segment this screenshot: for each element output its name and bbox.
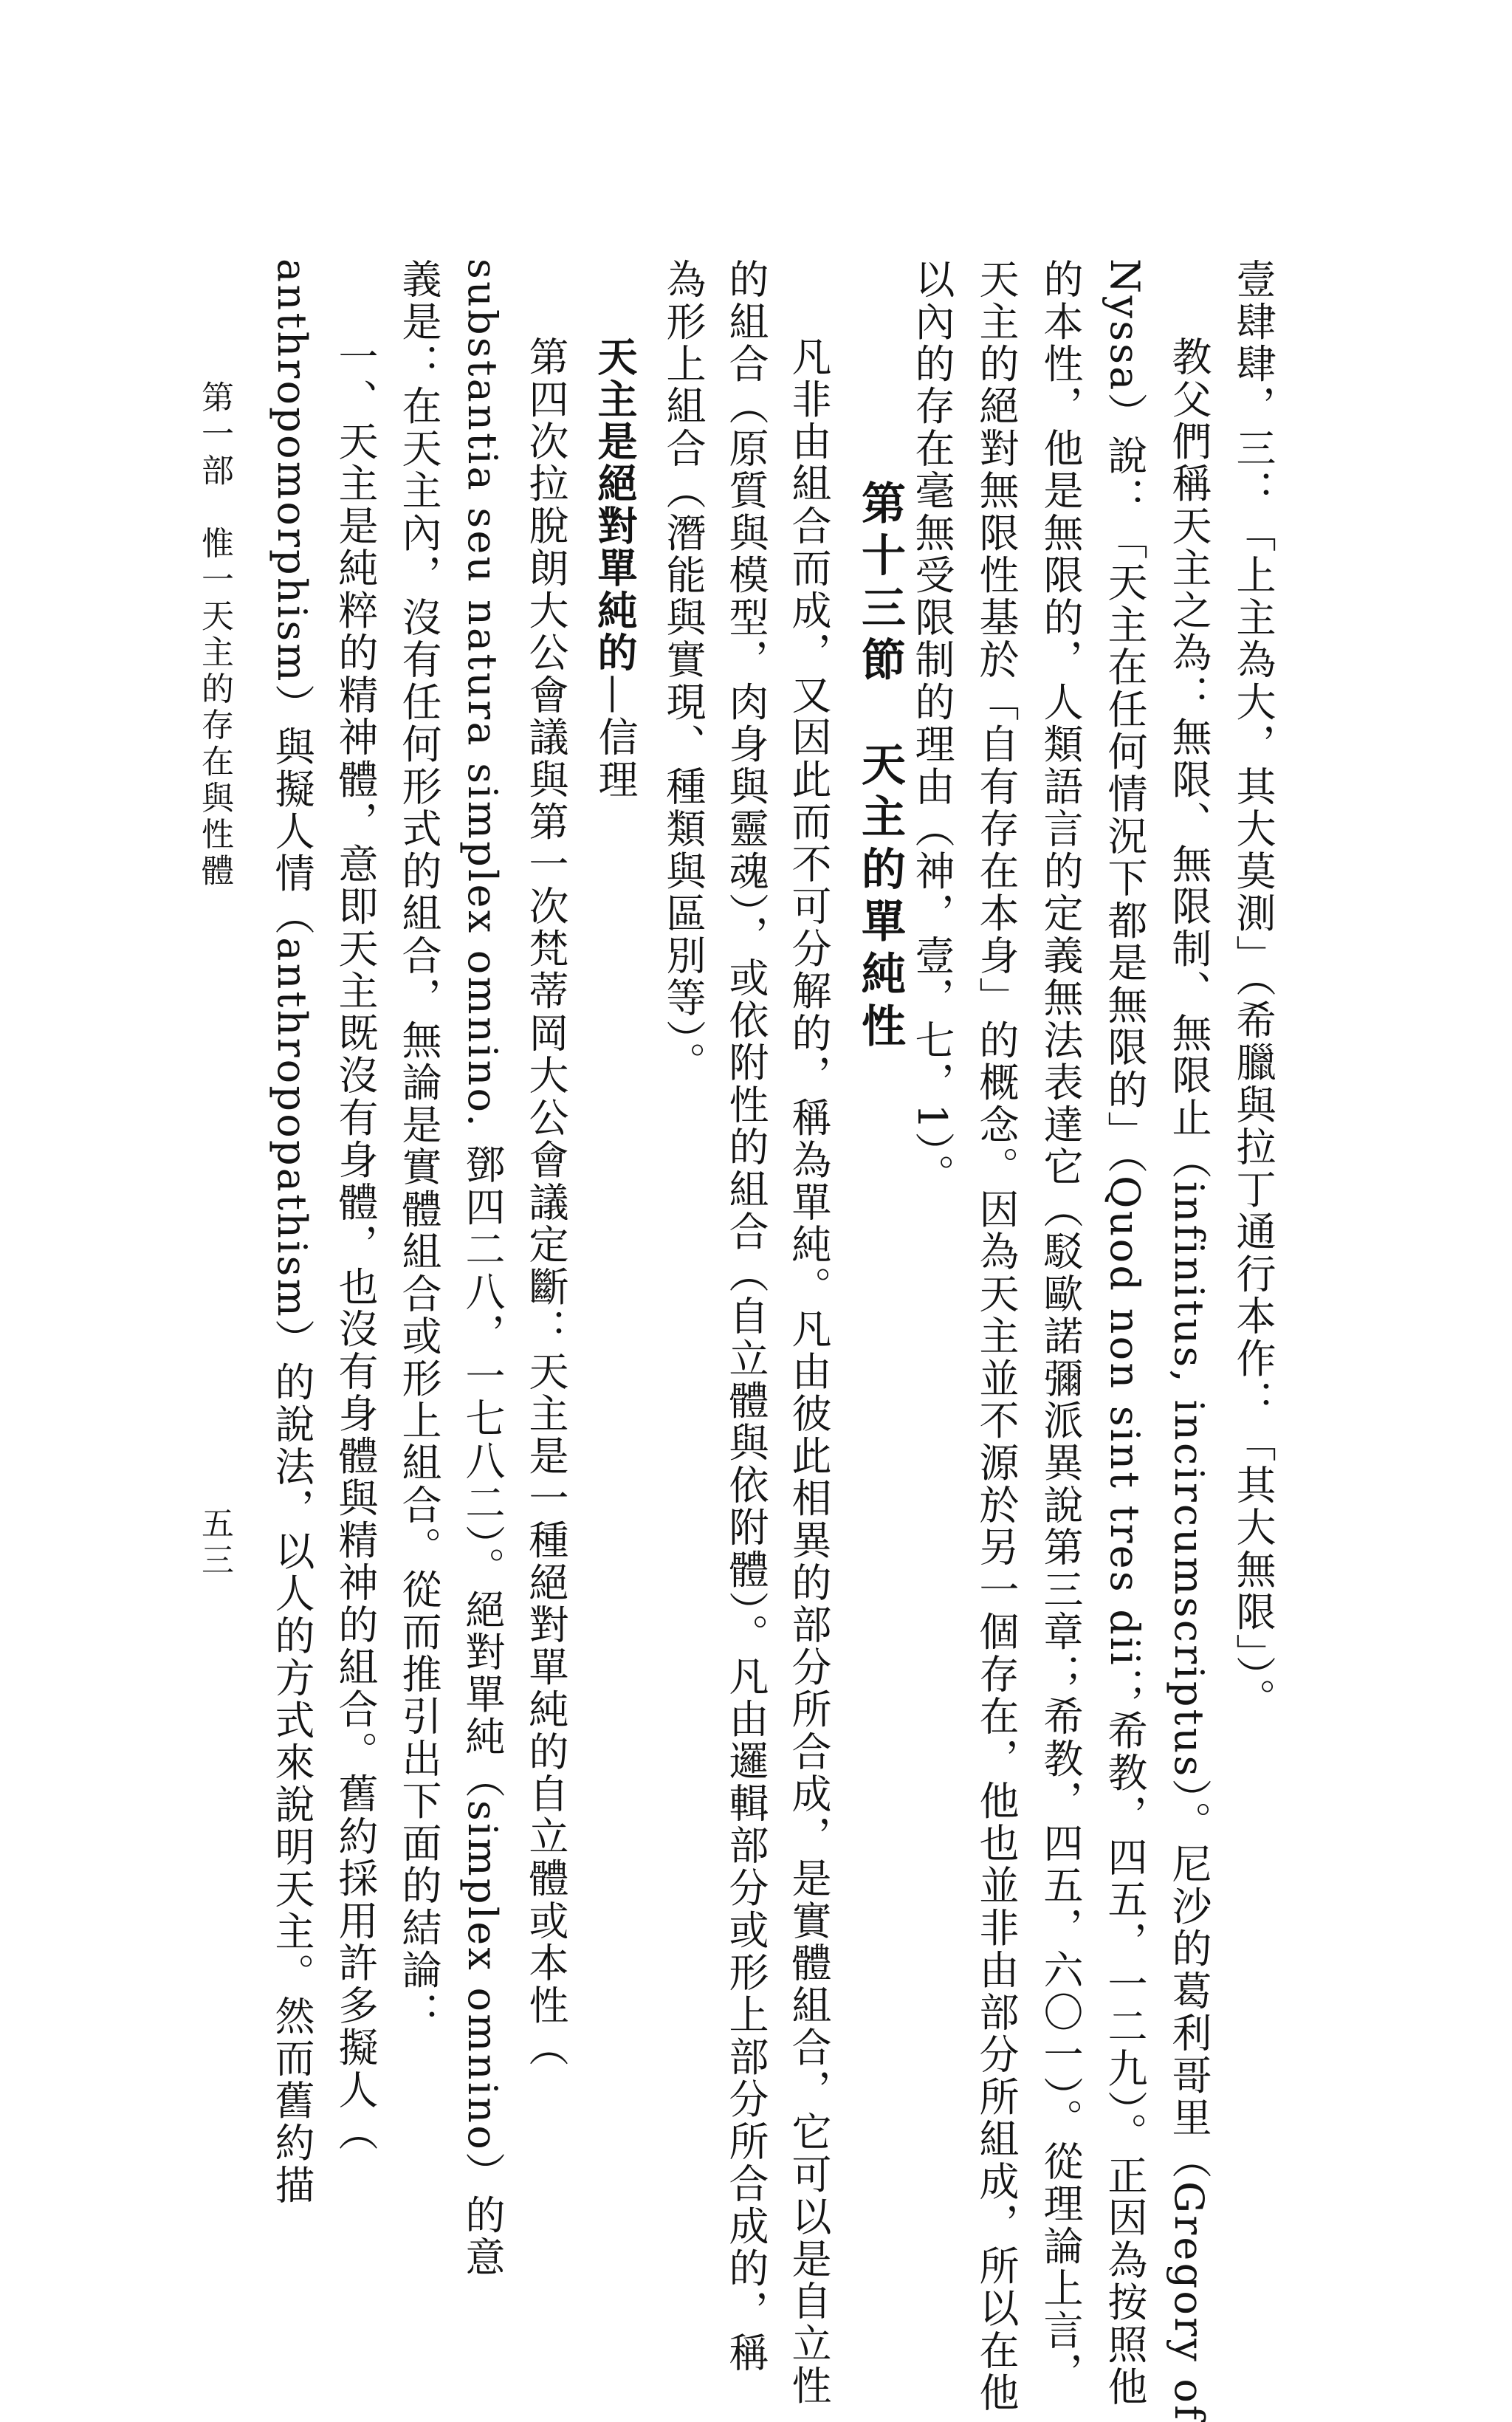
text-line: 的組合（原質與模型，肉身與靈魂），或依附性的組合（自立體與依附體）。凡由邏輯部分或形上部分所合成的，稱: [723, 258, 769, 2375]
text-line: substantia seu natura simplex omnino. 鄧四二八，一七八二）。絕對單純（simplex omnino）的意: [459, 258, 506, 2279]
section-title: 第十三節 天主的單純性: [854, 480, 906, 1055]
text-line: 天主的絕對無限性基於「自有存在本身」的概念。因為天主並不源於另一個存在，他也並非由部分所組成，所以在他: [973, 258, 1020, 2415]
text-line: 壹肆肆，三：「上主為大，其大莫測」（希臘與拉丁通行本作：「其大無限」）。: [1230, 258, 1276, 1721]
text-line: Nyssa）說：「天主在任何情況下都是無限的」（Quod non sint tres dii；希教，四五，一二九）。正因為按照他: [1102, 258, 1148, 2409]
text-line: anthropomorphism）與擬人情（anthropopathism）的說法，以人的方式來說明天主。然而舊約描: [269, 258, 315, 2207]
running-head: 第一部 惟一天主的存在與性體: [196, 380, 233, 890]
text-line: 義是：在天主內，沒有任何形式的組合，無論是實體組合或形上組合。從而推引出下面的結論：: [396, 258, 442, 2034]
text-line: 凡非由組合而成，又因此而不可分解的，稱為單純。凡由彼此相異的部分所合成，是實體組合，它可以是自立性: [786, 336, 832, 2407]
subheading-bold: 天主是絕對單純的: [591, 336, 639, 674]
text-line: 第四次拉脫朗大公會議與第一次梵蒂岡大公會議定斷：天主是一種絕對單純的自立體或本性（: [523, 336, 569, 2069]
text-line: 以內的存在毫無受限制的理由（神，壹，七，1）。: [909, 258, 955, 1196]
text-line: 的本性，他是無限的，人類語言的定義無法表達它（駁歐諾彌派異說第三章；希教，四五，六〇一）。從理論上言，: [1037, 258, 1084, 2395]
text-line: 一、天主是純粹的精神體，意即天主既沒有身體，也沒有身體與精神的組合。舊約採用許多擬人（: [332, 336, 379, 2154]
subheading-tag: —信理: [592, 673, 639, 801]
page-number: 五三: [196, 1506, 233, 1579]
text-line: 教父們稱天主之為：無限、無限制、無限止（infinitus, incircumscriptus）。尼沙的葛利哥里（Gregory of: [1166, 336, 1212, 2422]
text-line: 為形上組合（潛能與實現、種類與區別等）。: [660, 258, 707, 1084]
subheading: [591, 336, 639, 801]
